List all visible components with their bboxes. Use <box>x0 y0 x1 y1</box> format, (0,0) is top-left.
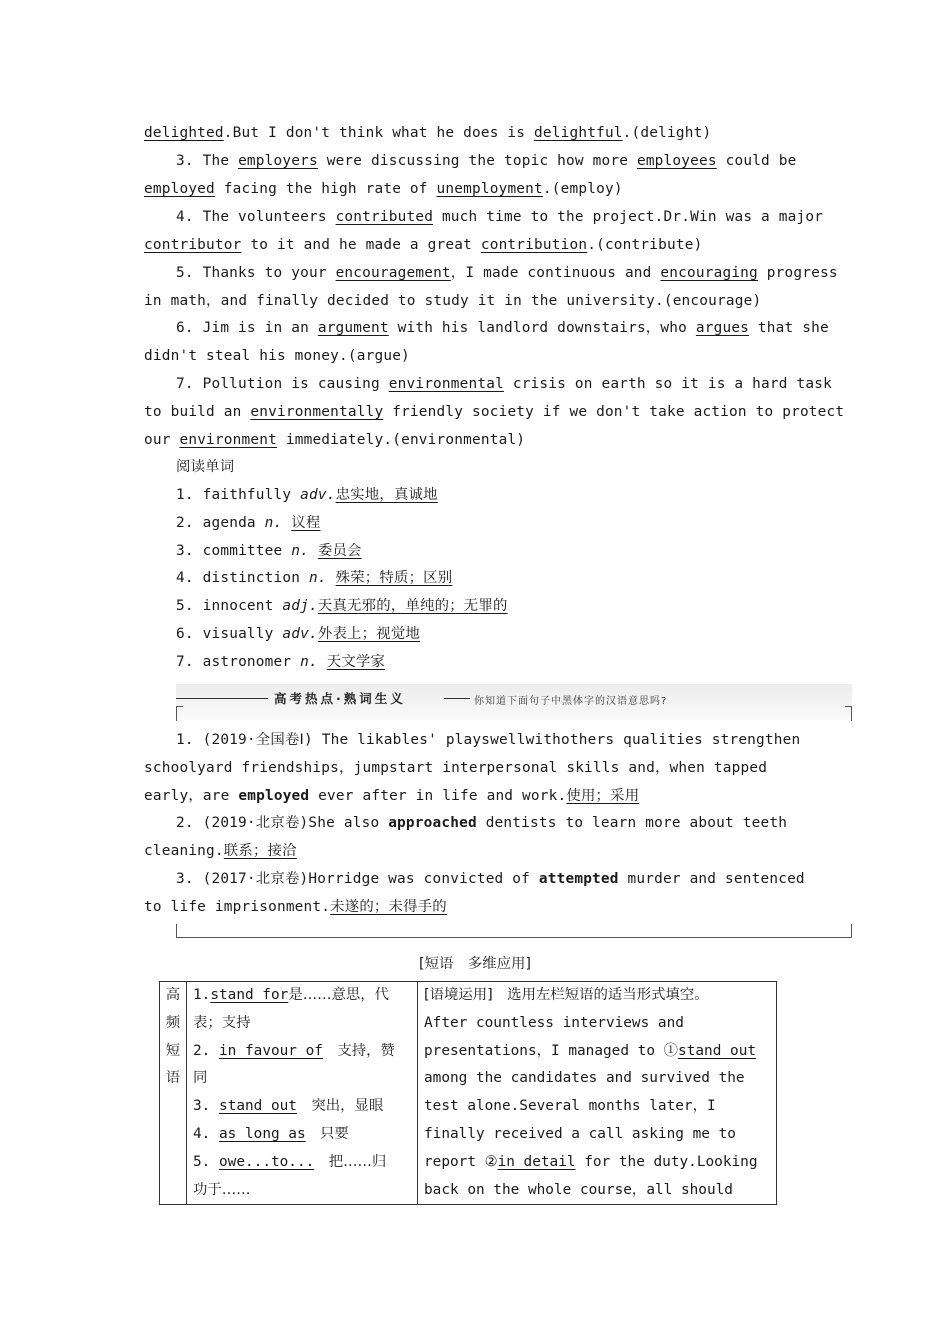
category-cell: 高 频 短 语 <box>160 982 187 1205</box>
banner-rule <box>444 698 470 699</box>
hot-section-title: 高考热点·熟词生义 <box>274 691 406 706</box>
answer: argues <box>695 320 750 336</box>
answer: encouraging <box>660 265 758 281</box>
hot-item: 1. (2019·全国卷Ⅰ) The likables' playswellwithothers qualities strengthen <box>176 732 801 748</box>
hot-item: early，are employed ever after in life and work.使用；采用 <box>144 788 640 804</box>
exercise-line: 6. Jim is in an argument with his landlord downstairs，who argues that she <box>176 320 829 336</box>
phrases-table <box>159 981 777 1205</box>
reading-word-item: 5. innocent adj.天真无邪的，单纯的；无罪的 <box>176 598 508 614</box>
hot-item: 3. (2017·北京卷)Horridge was convicted of attempted murder and sentenced <box>176 871 805 887</box>
answer: delighted <box>144 125 224 141</box>
exercise-line: our environment immediately.(environmental) <box>144 432 526 448</box>
context-cell: [语境运用] 选用左栏短语的适当形式填空。 After countless interviews and presentations，I managed to ①stand out among the candidates and survived the test alone.Several months later，I finally received a call asking me to report ②in detail for the duty.Looking back on the whole course，all should <box>418 982 777 1205</box>
exercise-line: to build an environmentally friendly society if we don't take action to protect <box>144 404 845 420</box>
answer: 使用；采用 <box>566 788 640 804</box>
exercise-line: in math，and finally decided to study it in the university.(encourage) <box>144 293 762 309</box>
answer: 未遂的；未得手的 <box>330 899 447 915</box>
hot-item: cleaning.联系；接洽 <box>144 843 297 859</box>
hot-item: to life imprisonment.未遂的；未得手的 <box>144 899 447 915</box>
exercise-line: didn't steal his money.(argue) <box>144 348 410 364</box>
exercise-line: 4. The volunteers contributed much time to the project.Dr.Win was a major <box>176 209 824 225</box>
reading-word-item: 1. faithfully adv.忠实地，真诚地 <box>176 487 438 503</box>
exercise-line: delighted.But I don't think what he does is delightful.(delight) <box>144 125 712 141</box>
answer: delightful <box>534 125 623 141</box>
phrases-heading: [短语 多维应用] <box>419 956 531 972</box>
answer: contributor <box>144 237 242 253</box>
answer: 联系；接洽 <box>223 843 297 859</box>
reading-word-item: 6. visually adv.外表上；视觉地 <box>176 626 421 642</box>
bracket-corner <box>845 924 852 938</box>
answer: contributed <box>335 209 434 225</box>
phrase-item: 3. stand out 突出，显眼 <box>193 1098 384 1115</box>
answer: employers <box>238 153 318 169</box>
answer: in detail <box>497 1153 576 1170</box>
answer: unemployment <box>436 181 543 197</box>
answer: employees <box>636 153 717 169</box>
phrase-item: 4. as long as 只要 <box>193 1125 349 1142</box>
answer: contribution <box>480 237 588 253</box>
phrase-item: 1.stand for是……意思，代 <box>193 987 390 1003</box>
answer: environmental <box>388 376 504 392</box>
exercise-line: 5. Thanks to your encouragement，I made continuous and encouraging progress <box>176 265 838 281</box>
reading-word-item: 4. distinction n. 殊荣；特质；区别 <box>176 570 453 586</box>
bracket-bottom-rule <box>176 937 852 938</box>
exercise-line: 7. Pollution is causing environmental crisis on earth so it is a hard task <box>176 376 832 392</box>
exercise-line: employed facing the high rate of unemployment.(employ) <box>144 181 623 197</box>
bracket-corner <box>176 924 183 938</box>
bracket-corner <box>176 706 183 721</box>
answer: encouragement <box>335 265 451 281</box>
bracket-corner <box>845 706 852 721</box>
answer: environmentally <box>250 404 384 420</box>
reading-word-item: 3. committee n. 委员会 <box>176 543 362 559</box>
phrase-item: 2. in favour of 支持，赞 <box>193 1042 395 1059</box>
phrase-list-cell: 1.stand for是……意思，代 表；支持 2. in favour of 支持，赞 同 3. stand out 突出，显眼 4. as long as 只要 5. owe...to... 把……归 功于…… <box>187 982 418 1205</box>
hot-item: schoolyard friendships，jumpstart interpersonal skills and，when tapped <box>144 760 768 776</box>
exercise-line: contributor to it and he made a great contribution.(contribute) <box>144 237 703 253</box>
answer: environment <box>179 432 277 448</box>
hot-section-banner <box>176 684 852 722</box>
phrase-item: 5. owe...to... 把……归 <box>193 1153 387 1170</box>
answer: stand out <box>678 1042 757 1059</box>
answer: employed <box>144 181 215 197</box>
hot-section-subtitle: 你知道下面句子中黑体字的汉语意思吗? <box>474 696 668 707</box>
reading-words-heading: 阅读单词 <box>176 459 235 475</box>
answer: argument <box>317 320 389 336</box>
exercise-line: 3. The employers were discussing the topic how more employees could be <box>176 153 797 169</box>
hot-item: 2. (2019·北京卷)She also approached dentists to learn more about teeth <box>176 815 788 831</box>
banner-rule <box>176 698 268 699</box>
reading-word-item: 7. astronomer n. 天文学家 <box>176 654 386 670</box>
reading-word-item: 2. agenda n. 议程 <box>176 515 321 531</box>
